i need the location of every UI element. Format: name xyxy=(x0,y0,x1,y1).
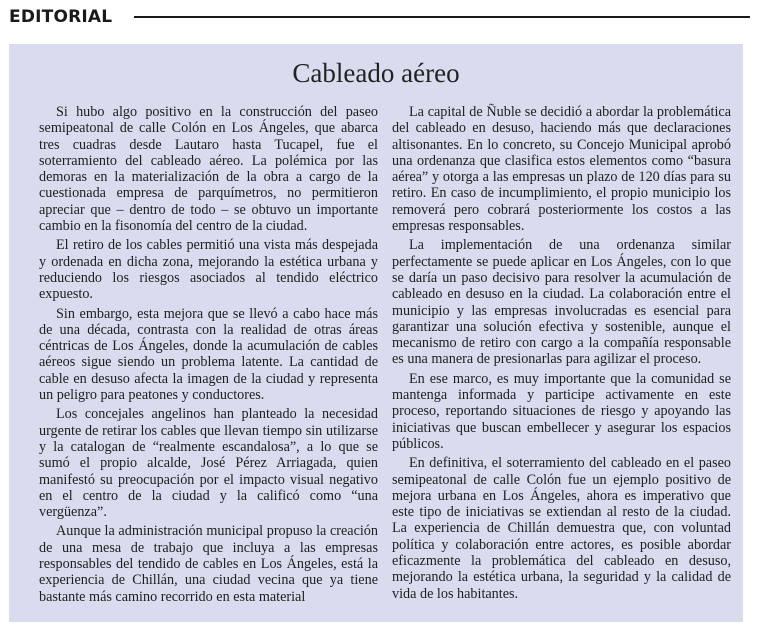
editorial-panel xyxy=(9,44,743,622)
section-label: EDITORIAL xyxy=(9,7,113,27)
paragraph: En ese marco, es muy importante que la comunidad se mantenga informada y participe activamente en este proceso, reportando situaciones de riesgo y apoyando las iniciativas que buscan embellecer y asegurar los espacios públicos. xyxy=(392,370,731,452)
header-rule xyxy=(134,16,750,18)
section-header xyxy=(0,0,759,38)
paragraph: Los concejales angelinos han planteado la necesidad urgente de retirar los cables que llevan tiempo sin utilizarse y la catalogan de “realmente escandalosa”, a lo que se sumó el propio alcalde, José Pérez Arriagada, quien manifestó su preocupación por el impacto visual negativo en el centro de la ciudad y la calificó como “una vergüenza”. xyxy=(39,406,378,521)
paragraph: La implementación de una ordenanza similar perfectamente se puede aplicar en Los Ángeles, con lo que se daría un paso decisivo para resolver la acumulación de cableado en desuso en la ciudad. La colaboración entre el municipio y las empresas involucradas es esencial para garantizar una solución efectiva y sostenible, aunque el mecanismo de retiro con cargo a la compañía responsable es una manera de presionarlas para agilizar el proceso. xyxy=(392,237,731,368)
right-column xyxy=(392,104,731,605)
left-column xyxy=(39,104,378,608)
paragraph: La capital de Ñuble se decidió a abordar la problemática del cableado en desuso, haciendo más que declaraciones altisonantes. En lo concreto, su Concejo Municipal aprobó una ordenanza que clasifica estos elementos como “basura aérea” y otorga a las empresas un plazo de 120 días para su retiro. En caso de incumplimiento, el propio municipio los removerá pero cobrará posteriormente los costos a las empresas responsables. xyxy=(392,104,731,235)
paragraph: Sin embargo, esta mejora que se llevó a cabo hace más de una década, contrasta con la realidad de otras áreas céntricas de Los Ángeles, donde la acumulación de cables aéreos sigue siendo un problema latente. La cantidad de cable en desuso afecta la imagen de la ciudad y representa un peligro para peatones y conductores. xyxy=(39,305,378,404)
paragraph: El retiro de los cables permitió una vista más despejada y ordenada en dicha zona, mejorando la estética urbana y reduciendo los riesgos asociados al tendido eléctrico expuesto. xyxy=(39,237,378,303)
paragraph: En definitiva, el soterramiento del cableado en el paseo semipeatonal de calle Colón fue un ejemplo positivo de mejora urbana en Los Ángeles, ahora es imperativo que este tipo de iniciativas se extiendan al resto de la ciudad. La experiencia de Chillán demuestra que, con voluntad política y colaboración entre actores, es posible abordar eficazmente la problemática del cableado en desuso, mejorando la estética urbana, la seguridad y la calidad de vida de los habitantes. xyxy=(392,455,731,602)
paragraph: Si hubo algo positivo en la construcción del paseo semipeatonal de calle Colón en Los Ángeles, que abarca tres cuadras desde Lautaro hasta Tucapel, fue el soterramiento del cableado aéreo. La polémica por las demoras en la materialización de la obra a cargo de la cuestionada empresa de parquímetros, no permitieron apreciar que – dentro de todo – se obtuvo un importante cambio en la fisonomía del centro de la ciudad. xyxy=(39,104,378,235)
paragraph: Aunque la administración municipal propuso la creación de una mesa de trabajo que incluya a las empresas responsables del tendido de cables en Los Ángeles, está la experiencia de Chillán, una ciudad vecina que ya tiene bastante más camino recorrido en esta material xyxy=(39,523,378,605)
article-title: Cableado aéreo xyxy=(292,58,460,88)
